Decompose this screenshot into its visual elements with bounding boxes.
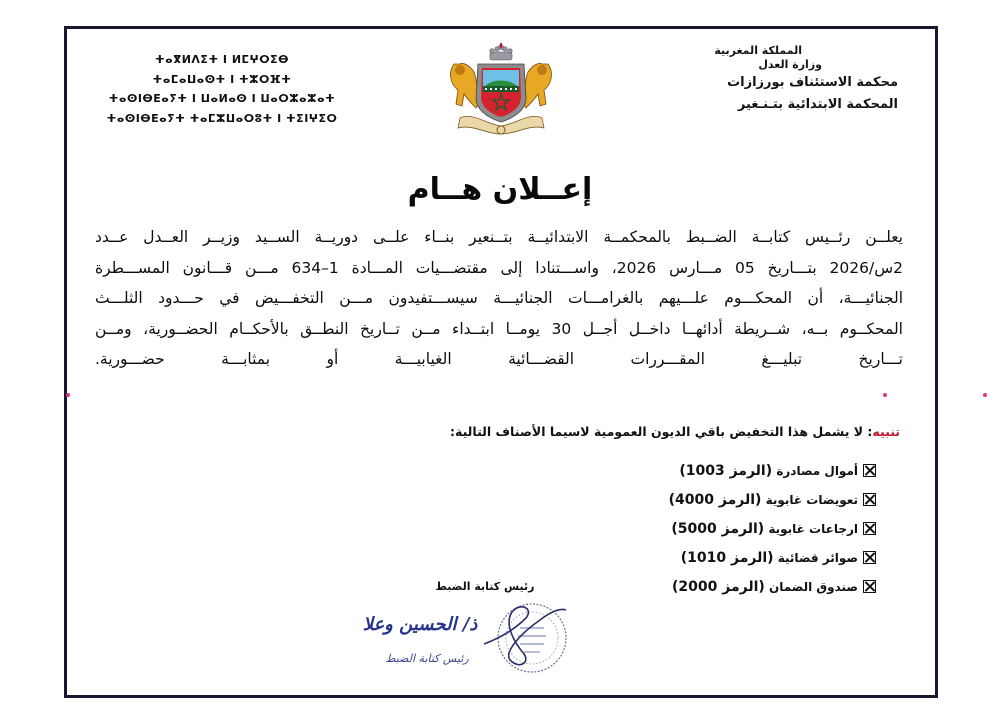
list-item [676, 543, 876, 572]
category-name: صندوق الضمان [768, 579, 858, 594]
notice [450, 424, 900, 439]
scan-mark [883, 393, 887, 397]
letterhead-ministry: وزارة العدل [758, 58, 822, 71]
scan-mark [983, 393, 987, 397]
body-line-3: الجنائيـــة، أن المحكـــوم علـــيهم بالغرامـــات الجنائيـــة سيســـتفيدون مـــن التخفـــيض في حـــدود الثلـــث [95, 289, 903, 307]
tifinagh-line-3: ⵜⴰⵙⵏⴱⴹⴰⵢⵜ ⵏ ⵡⴰⵍⴰⵙ ⵏ ⵡⴰⵔⵣⴰⵣⴰⵜ [108, 92, 336, 105]
body-line-5: تـــاريخ تبليـــغ المقـــررات القضـــائية الغيابيـــة أو بمثابـــة حضـــورية. [95, 350, 903, 368]
category-name: صوائر قضائية [777, 550, 858, 565]
checked-box-icon [863, 493, 876, 506]
signature-title: رئيس كتابة الضبط [435, 580, 535, 593]
excluded-categories-list [668, 456, 876, 601]
category-code: (الرمز 2000) [671, 578, 765, 595]
tifinagh-letterhead [92, 50, 352, 128]
body-line-4: المحكــوم بــه، شــريطة أدائهــا داخــل أجــل 30 يومــا ابتــداء مــن تــاريخ النطــق بالأحكــام الحضــورية، ومــن [95, 319, 903, 338]
category-code: (الرمز 4000) [668, 491, 762, 508]
signatory-name: ذ/ الحسين وعلا [362, 614, 478, 635]
tifinagh-line-1: ⵜⴰⴳⵍⴷⵉⵜ ⵏ ⵍⵎⵖⵔⵉⴱ [154, 53, 289, 66]
list-item [671, 514, 876, 543]
category-code: (الرمز 5000) [671, 520, 765, 537]
court-stamp-icon [480, 598, 570, 676]
arabic-letterhead [658, 44, 898, 116]
checked-box-icon [863, 464, 876, 477]
letterhead-kingdom: المملكة المغربية [714, 44, 802, 57]
coat-of-arms-icon [446, 42, 556, 140]
notice-label: تنبيه [872, 424, 900, 439]
category-code: (الرمز 1003) [679, 462, 773, 479]
checked-box-icon [863, 580, 876, 593]
scan-mark [66, 393, 70, 397]
announcement-body [95, 222, 903, 375]
body-line-1: يعلــن رئــيس كتابــة الضــبط بالمحكمــة الابتدائيــة بتــنعير بنــاء علــى دوريــة الســيد وزيــر العــدل عــدد [95, 228, 903, 246]
checked-box-icon [863, 551, 876, 564]
list-item [676, 456, 876, 485]
checked-box-icon [863, 522, 876, 535]
body-line-2: 2س/2026 بتـــاريخ 05 مـــارس 2026، واســـتنادا إلى مقتضـــيات المـــادة 1–634 مـــن قـــانون المســـطرة [95, 258, 903, 277]
letterhead-appeal-court: محكمة الاستئناف بورزازات [727, 75, 898, 90]
notice-text: : لا يشمل هذا التخفيض باقي الديون العمومية لاسيما الأصناف التالية: [450, 424, 873, 439]
tifinagh-line-4: ⵜⴰⵙⵏⴱⴹⴰⵢⵜ ⵜⴰⵎⵣⵡⴰⵔⵓⵜ ⵏ ⵜⵉⵏⵖⵉⵔ [106, 111, 338, 125]
tifinagh-line-2: ⵜⴰⵎⴰⵡⴰⵙⵜ ⵏ ⵜⵣⵔⴼⵜ [152, 72, 292, 86]
signatory-role: رئيس كتابة الضبط [385, 652, 469, 665]
category-name: تعويضات غابوية [765, 492, 858, 507]
announcement-title: إعــلان هــام [407, 172, 593, 207]
category-code: (الرمز 1010) [680, 549, 774, 566]
list-item [668, 485, 876, 514]
letterhead-first-instance-court: المحكمة الابتدائية بتـنـغير [737, 97, 898, 112]
category-name: أموال مصادرة [776, 463, 858, 478]
list-item [671, 572, 876, 601]
category-name: ارجاعات غابوية [768, 521, 858, 536]
